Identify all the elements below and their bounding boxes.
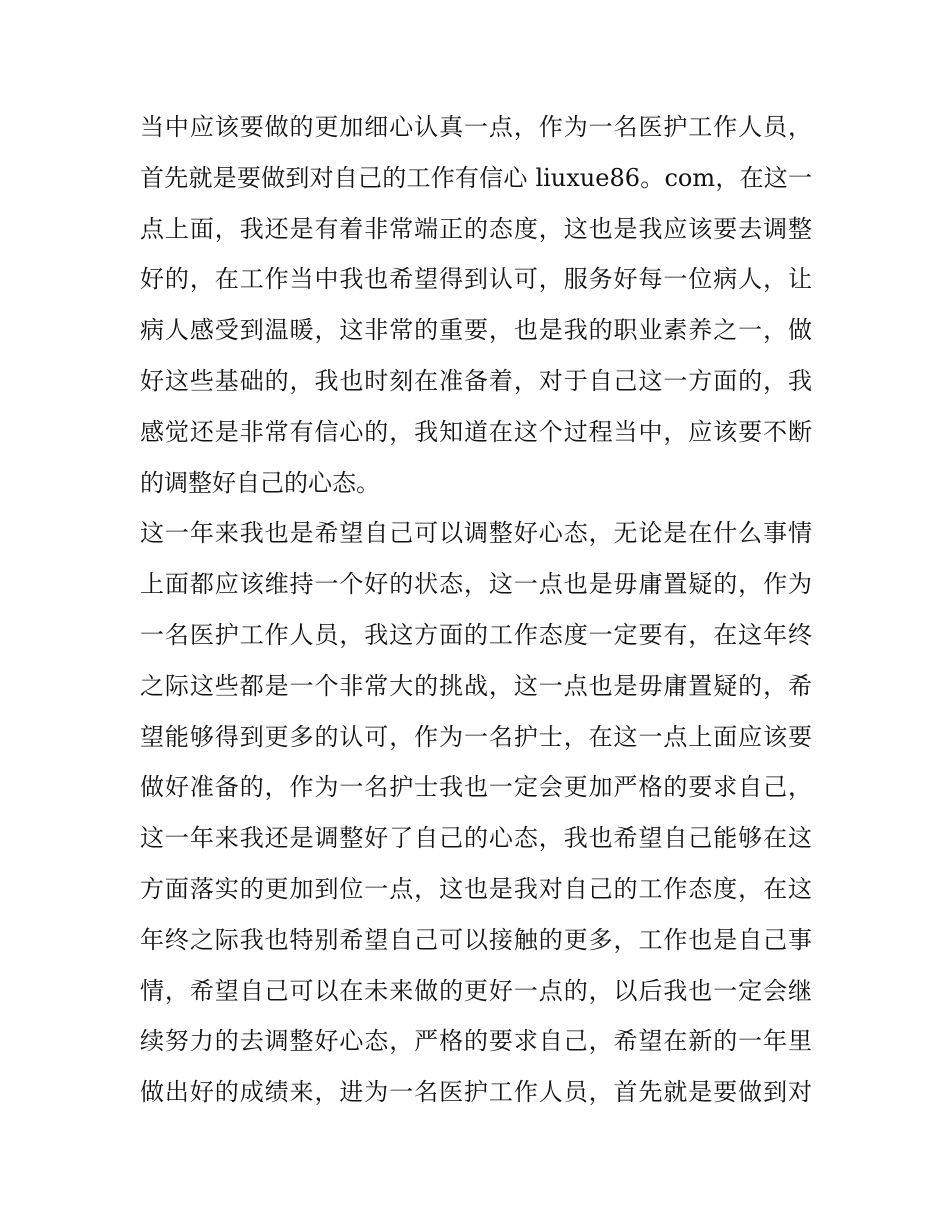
text-line: 当中应该要做的更加细心认真一点，作为一名医护工作人员，: [140, 113, 812, 141]
text-line: 好这些基础的，我也时刻在准备着，对于自己这一方面的，我: [140, 366, 812, 395]
text-line: 病人感受到温暖，这非常的重要，也是我的职业素养之一，做: [140, 316, 812, 345]
text-line: 这一年来我还是调整好了自己的心态，我也希望自己能够在这: [140, 824, 812, 853]
text-line: 望能够得到更多的认可，作为一名护士，在这一点上面应该要: [140, 722, 812, 751]
document-body: [140, 102, 812, 1118]
text-line: 之际这些都是一个非常大的挑战，这一点也是毋庸置疑的，希: [140, 671, 812, 700]
text-line: 做出好的成绩来，进为一名医护工作人员，首先就是要做到对: [140, 1078, 812, 1107]
text-line: 一名医护工作人员，我这方面的工作态度一定要有，在这年终: [140, 620, 812, 649]
text-line: 续努力的去调整好心态，严格的要求自己，希望在新的一年里: [140, 1027, 812, 1056]
text-line: 年终之际我也特别希望自己可以接触的更多，工作也是自己事: [140, 925, 812, 954]
text-line: 好的，在工作当中我也希望得到认可，服务好每一位病人，让: [140, 265, 812, 294]
text-line: 的调整好自己的心态。: [140, 468, 380, 497]
paragraph-1: [140, 102, 812, 508]
text-line: 上面都应该维持一个好的状态，这一点也是毋庸置疑的，作为: [140, 570, 812, 599]
text-line: 这一年来我也是希望自己可以调整好心态，无论是在什么事情: [140, 519, 812, 548]
text-line: 点上面，我还是有着非常端正的态度，这也是我应该要去调整: [140, 214, 812, 243]
text-line: 做好准备的，作为一名护士我也一定会更加严格的要求自己，: [140, 773, 812, 802]
text-line: 情，希望自己可以在未来做的更好一点的，以后我也一定会继: [140, 976, 812, 1005]
text-line: 方面落实的更加到位一点，这也是我对自己的工作态度，在这: [140, 874, 812, 903]
text-line: 感觉还是非常有信心的，我知道在这个过程当中，应该要不断: [140, 417, 812, 446]
text-line: 首先就是要做到对自己的工作有信心 liuxue86。com，在这一: [140, 163, 812, 192]
paragraph-2: [140, 508, 812, 1118]
